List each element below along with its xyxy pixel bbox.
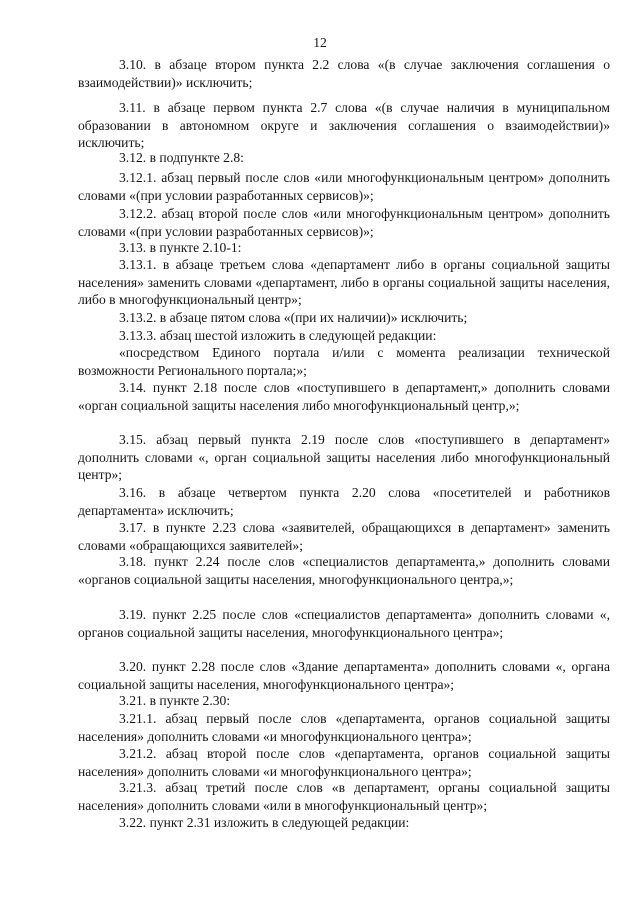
paragraph-3-17: 3.17. в пункте 2.23 слова «заявителей, обращающихся в департамент» заменить словами «обращающихся заявителей»; [78,520,610,553]
paragraph-3-16: 3.16. в абзаце четвертом пункта 2.20 слова «посетителей и работников департамента» исключить; [78,485,610,518]
paragraph-3-21-2: 3.21.2. абзац второй после слов «департамента, органов социальной защиты населения» дополнить словами «и многофункционального центра»; [78,746,610,779]
paragraph-3-10: 3.10. в абзаце втором пункта 2.2 слова «(в случае заключения соглашения о взаимодействии)» исключить; [78,57,610,90]
paragraph-3-21: 3.21. в пункте 2.30: [119,693,231,708]
paragraph-3-13-1: 3.13.1. в абзаце третьем слова «департамент либо в органы социальной защиты населения» заменить словами «департамент, либо в органы социальной защиты населения, либо в многофункциональный центр»; [78,257,610,307]
paragraph-3-13-2: 3.13.2. в абзаце пятом слова «(при их наличии)» исключить; [119,310,468,325]
paragraph-3-12-2: 3.12.2. абзац второй после слов «или многофункциональным центром» дополнить словами «(при условии разработанных сервисов)»; [78,206,610,239]
paragraph-3-15: 3.15. абзац первый пункта 2.19 после слов «поступившего в департамент» дополнить словами «, орган социальной защиты населения либо многофункциональный центр»; [78,432,610,482]
paragraph-3-21-3: 3.21.3. абзац третий после слов «в департамент, органы социальной защиты населения» дополнить словами «или в многофункциональный центр»; [78,780,610,813]
paragraph-3-11: 3.11. в абзаце первом пункта 2.7 слова «(в случае наличия в муниципальном образовании в автономном округе и заключения соглашения о взаимодействии)» исключить; [78,100,610,150]
paragraph-3-13: 3.13. в пункте 2.10-1: [119,240,242,255]
paragraph-3-21-1: 3.21.1. абзац первый после слов «департамента, органов социальной защиты населения» дополнить словами «и многофункционального центра»; [78,711,610,744]
paragraph-3-20: 3.20. пункт 2.28 после слов «Здание департамента» дополнить словами «, органа социальной защиты населения, многофункционального центра»; [78,659,610,692]
paragraph-3-18: 3.18. пункт 2.24 после слов «специалистов департамента,» дополнить словами «органов социальной защиты населения, многофункционального центра,»; [78,554,610,587]
page-number: 12 [313,35,327,50]
paragraph-3-19: 3.19. пункт 2.25 после слов «специалистов департамента» дополнить словами «, органов социальной защиты населения, многофункционального центра»; [78,607,610,640]
paragraph-3-22: 3.22. пункт 2.31 изложить в следующей редакции: [119,815,410,830]
paragraph-quote: «посредством Единого портала и/или с момента реализации технической возможности Регионального портала;»; [78,345,610,378]
paragraph-3-12: 3.12. в подпункте 2.8: [119,150,244,165]
paragraph-3-12-1: 3.12.1. абзац первый после слов «или многофункциональным центром» дополнить словами «(при условии разработанных сервисов)»; [78,170,610,203]
paragraph-3-14: 3.14. пункт 2.18 после слов «поступившего в департамент,» дополнить словами «орган социальной защиты населения либо многофункциональный центр,»; [78,380,610,413]
paragraph-3-13-3: 3.13.3. абзац шестой изложить в следующей редакции: [119,328,437,343]
